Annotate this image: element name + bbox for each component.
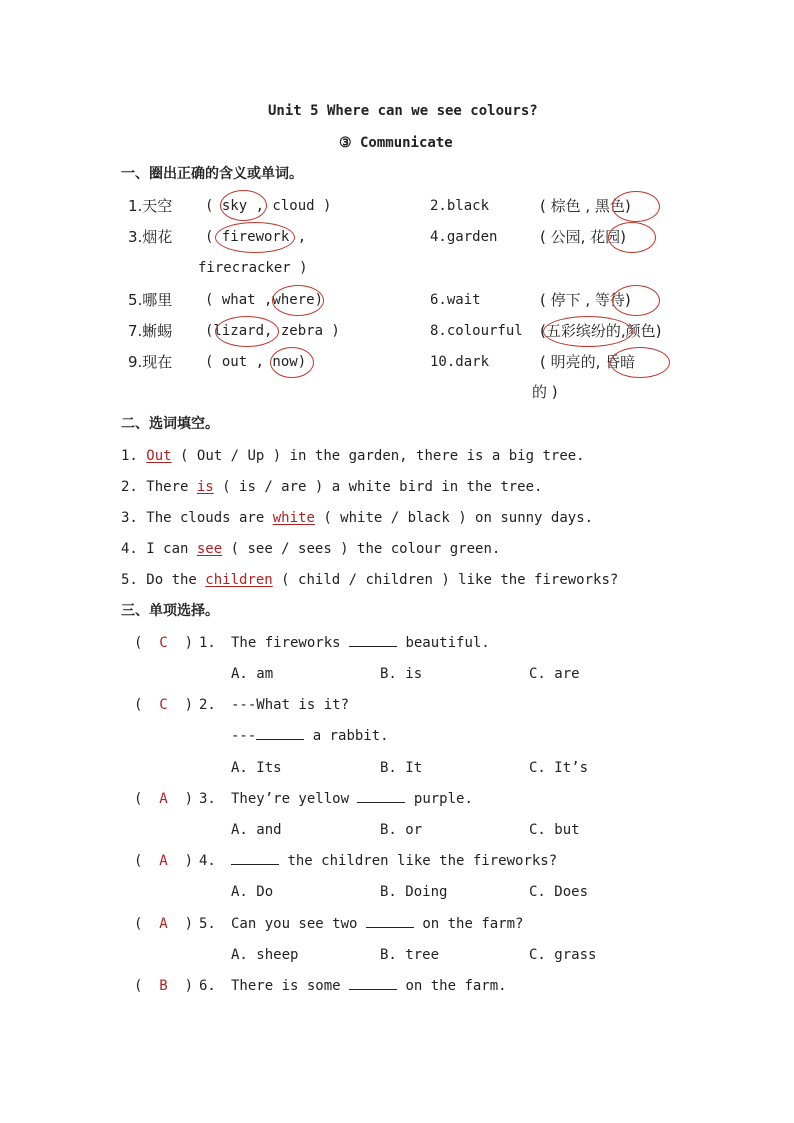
page-title: Unit 5 Where can we see colours? xyxy=(268,103,538,119)
answer-circle xyxy=(215,222,295,253)
answer-bracket: ( C ) xyxy=(134,697,194,713)
question-stem: They’re yellow purple. xyxy=(231,791,473,807)
item-label: 5.哪里 xyxy=(128,291,173,309)
answer-blank xyxy=(231,851,279,865)
section3-heading: 三、单项选择。 xyxy=(121,603,219,619)
option: A. am xyxy=(231,666,274,682)
question-number: 1. xyxy=(199,635,216,651)
question-stem: ---What is it? xyxy=(231,697,350,713)
item-options: ( 公园, 花园) xyxy=(540,228,627,246)
item-label: 1.天空 xyxy=(128,197,173,215)
item-label: 3.烟花 xyxy=(128,228,173,246)
answer-circle xyxy=(612,285,660,316)
question-number: 3. xyxy=(199,791,216,807)
item-options: ( what ,where) xyxy=(205,292,324,308)
item-label: 6.wait xyxy=(430,292,481,308)
section1-heading: 一、圈出正确的含义或单词。 xyxy=(121,166,303,182)
answer-blank xyxy=(349,976,397,990)
answer-bracket: ( A ) xyxy=(134,853,194,869)
question-number: 6. xyxy=(199,978,216,994)
item-options: ( firework , xyxy=(205,229,307,245)
option: C. It’s xyxy=(529,760,589,776)
fill-sentence: 3. The clouds are white ( white / black ) on sunny days. xyxy=(121,510,594,526)
page-subtitle: ③ Communicate xyxy=(339,135,453,151)
answer-blank xyxy=(349,633,397,647)
option: B. It xyxy=(380,760,423,776)
answer-bracket: ( C ) xyxy=(134,635,194,651)
answer-circle xyxy=(272,285,324,316)
option: B. Doing xyxy=(380,884,448,900)
fill-sentence: 2. There is ( is / are ) a white bird in the tree. xyxy=(121,479,543,495)
section2-heading: 二、选词填空。 xyxy=(121,416,219,432)
answer-circle xyxy=(270,347,314,378)
answer-blank xyxy=(357,789,405,803)
question-stem: There is some on the farm. xyxy=(231,978,507,994)
item-label: 8.colourful xyxy=(430,323,523,339)
answer-blank xyxy=(366,914,414,928)
item-label: 2.black xyxy=(430,198,490,214)
question-stem: the children like the fireworks? xyxy=(231,851,557,871)
option: C. Does xyxy=(529,884,589,900)
answer-circle xyxy=(610,347,670,378)
answer-circle xyxy=(608,222,656,253)
item-options: ( sky , cloud ) xyxy=(205,198,332,214)
fill-answer: is xyxy=(196,479,214,495)
option: C. are xyxy=(529,666,580,682)
item-options: ( 明亮的, 昏暗 xyxy=(540,353,636,371)
item-wrap-text: 的 ) xyxy=(532,383,558,401)
item-label: 7.蜥蜴 xyxy=(128,322,173,340)
answer-bracket: ( B ) xyxy=(134,978,194,994)
fill-answer: see xyxy=(196,541,223,557)
fill-answer: white xyxy=(272,510,315,526)
item-options: (五彩缤纷的,颜色) xyxy=(540,322,662,340)
option: A. Do xyxy=(231,884,274,900)
answer-bracket: ( A ) xyxy=(134,791,194,807)
option: B. is xyxy=(380,666,423,682)
item-label: 9.现在 xyxy=(128,353,173,371)
fill-answer: children xyxy=(205,572,273,588)
answer-circle xyxy=(220,190,267,221)
answer-bracket: ( A ) xyxy=(134,916,194,932)
item-wrap-text: firecracker ) xyxy=(198,260,308,276)
option: B. or xyxy=(380,822,423,838)
question-stem: The fireworks beautiful. xyxy=(231,635,490,651)
answer-circle xyxy=(543,316,633,347)
question-number: 2. xyxy=(199,697,216,713)
option: B. tree xyxy=(380,947,440,963)
option: C. grass xyxy=(529,947,597,963)
fill-answer: Out xyxy=(146,448,172,464)
question-line2: --- a rabbit. xyxy=(231,728,389,744)
question-number: 5. xyxy=(199,916,216,932)
question-stem: Can you see two on the farm? xyxy=(231,916,524,932)
option: A. sheep xyxy=(231,947,299,963)
question-number: 4. xyxy=(199,853,216,869)
item-options: ( out , now) xyxy=(205,354,307,370)
fill-sentence: 1. Out ( Out / Up ) in the garden, there is a big tree. xyxy=(121,448,585,464)
answer-circle xyxy=(215,316,279,347)
item-options: ( 停下 , 等待) xyxy=(540,291,631,309)
fill-sentence: 5. Do the children ( child / children ) like the fireworks? xyxy=(121,572,619,588)
item-label: 4.garden xyxy=(430,229,498,245)
option: A. Its xyxy=(231,760,282,776)
answer-blank xyxy=(256,726,304,740)
item-options: ( 棕色 , 黑色) xyxy=(540,197,631,215)
item-label: 10.dark xyxy=(430,354,490,370)
fill-sentence: 4. I can see ( see / sees ) the colour green. xyxy=(121,541,501,557)
item-options: (lizard, zebra ) xyxy=(205,323,340,339)
option: A. and xyxy=(231,822,282,838)
answer-circle xyxy=(612,191,660,222)
option: C. but xyxy=(529,822,580,838)
